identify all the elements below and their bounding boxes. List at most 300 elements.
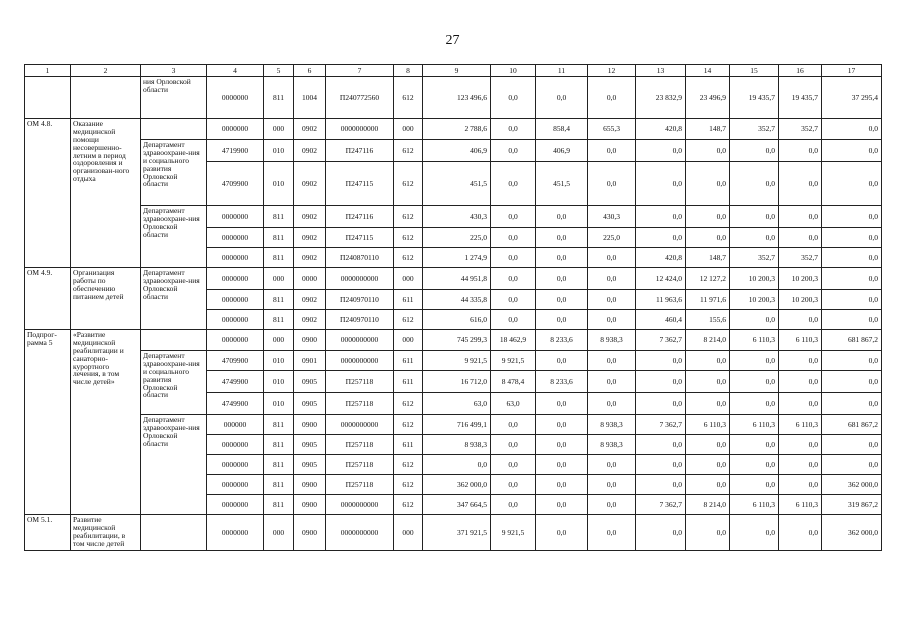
- cell: 1 274,9: [423, 248, 491, 268]
- cell: 0000000: [207, 228, 264, 248]
- cell: 6 110,3: [779, 330, 822, 351]
- cell: 225,0: [423, 228, 491, 248]
- cell: 0,0: [730, 393, 779, 415]
- cell: 0000: [294, 268, 326, 290]
- cell: 0,0: [730, 371, 779, 393]
- col-header: 13: [636, 65, 686, 77]
- cell: 4749900: [207, 393, 264, 415]
- executor: [141, 330, 207, 351]
- cell: 0,0: [491, 268, 536, 290]
- cell: 612: [394, 248, 423, 268]
- cell: П257118: [326, 455, 394, 475]
- cell: 0,0: [730, 351, 779, 371]
- executor: Департамент здравоохране-ния и социального развития Орловской области: [141, 140, 207, 206]
- cell: 0,0: [491, 248, 536, 268]
- cell: 0,0: [536, 248, 588, 268]
- cell: 63,0: [491, 393, 536, 415]
- cell: 0,0: [822, 290, 882, 310]
- cell: 811: [264, 415, 294, 435]
- cell: 0,0: [730, 206, 779, 228]
- cell: 612: [394, 140, 423, 162]
- cell: 681 867,2: [822, 415, 882, 435]
- program-name: [71, 77, 141, 119]
- cell: 0,0: [779, 435, 822, 455]
- cell: 0,0: [536, 393, 588, 415]
- cell: 0000000000: [326, 495, 394, 515]
- cell: 0,0: [779, 371, 822, 393]
- cell: 0,0: [822, 140, 882, 162]
- table-row: [25, 415, 882, 435]
- cell: 000000: [207, 415, 264, 435]
- cell: 612: [394, 415, 423, 435]
- cell: 0,0: [730, 475, 779, 495]
- executor: [141, 515, 207, 551]
- cell: 37 295,4: [822, 77, 882, 119]
- cell: 811: [264, 435, 294, 455]
- cell: 0900: [294, 415, 326, 435]
- cell: 12 127,2: [686, 268, 730, 290]
- cell: 0,0: [686, 455, 730, 475]
- cell: 0,0: [536, 475, 588, 495]
- cell: 0,0: [686, 393, 730, 415]
- cell: 0,0: [636, 455, 686, 475]
- cell: П247115: [326, 162, 394, 206]
- program-code: ОМ 5.1.: [25, 515, 71, 551]
- cell: 0000000: [207, 515, 264, 551]
- col-header: 16: [779, 65, 822, 77]
- cell: 0000000: [207, 435, 264, 455]
- cell: 0,0: [588, 248, 636, 268]
- col-header: 2: [71, 65, 141, 77]
- cell: 0000000: [207, 455, 264, 475]
- cell: 6 110,3: [779, 415, 822, 435]
- col-header: 12: [588, 65, 636, 77]
- cell: 6 110,3: [779, 495, 822, 515]
- cell: 0902: [294, 228, 326, 248]
- program-name: Организация работы по обеспечению питанием детей: [71, 268, 141, 330]
- executor: Департамент здравоохране-ния и социального развития Орловской области: [141, 351, 207, 415]
- cell: 811: [264, 310, 294, 330]
- cell: 10 200,3: [779, 268, 822, 290]
- cell: 000: [394, 268, 423, 290]
- cell: 0,0: [636, 393, 686, 415]
- cell: 0,0: [536, 228, 588, 248]
- cell: 4749900: [207, 371, 264, 393]
- cell: 0,0: [730, 515, 779, 551]
- cell: 0,0: [491, 290, 536, 310]
- cell: 347 664,5: [423, 495, 491, 515]
- cell: П247116: [326, 140, 394, 162]
- cell: 0000000: [207, 310, 264, 330]
- table-row: [25, 351, 882, 371]
- cell: 420,8: [636, 119, 686, 140]
- cell: 0,0: [636, 351, 686, 371]
- cell: 430,3: [588, 206, 636, 228]
- cell: 9 921,5: [423, 351, 491, 371]
- cell: 0,0: [536, 290, 588, 310]
- cell: 010: [264, 371, 294, 393]
- cell: 319 867,2: [822, 495, 882, 515]
- cell: 0000000: [207, 268, 264, 290]
- cell: 0,0: [588, 77, 636, 119]
- cell: 0000000000: [326, 268, 394, 290]
- cell: 0,0: [686, 140, 730, 162]
- cell: 0900: [294, 475, 326, 495]
- cell: П247115: [326, 228, 394, 248]
- cell: 0,0: [779, 455, 822, 475]
- cell: 11 963,6: [636, 290, 686, 310]
- cell: 0,0: [686, 435, 730, 455]
- cell: 10 200,3: [779, 290, 822, 310]
- cell: 0,0: [423, 455, 491, 475]
- cell: 811: [264, 77, 294, 119]
- cell: 010: [264, 351, 294, 371]
- cell: 0,0: [822, 206, 882, 228]
- col-header: 7: [326, 65, 394, 77]
- cell: 010: [264, 140, 294, 162]
- cell: 0,0: [491, 77, 536, 119]
- cell: 0,0: [536, 310, 588, 330]
- cell: 0,0: [588, 268, 636, 290]
- cell: 10 200,3: [730, 268, 779, 290]
- cell: 8 938,3: [588, 435, 636, 455]
- cell: 0,0: [686, 515, 730, 551]
- cell: 0000000: [207, 475, 264, 495]
- cell: 19 435,7: [779, 77, 822, 119]
- cell: 0000000000: [326, 515, 394, 551]
- cell: 612: [394, 228, 423, 248]
- cell: 0,0: [686, 351, 730, 371]
- cell: 8 938,3: [588, 415, 636, 435]
- cell: 0,0: [686, 228, 730, 248]
- cell: 0,0: [779, 515, 822, 551]
- cell: 10 200,3: [730, 290, 779, 310]
- cell: 0,0: [588, 310, 636, 330]
- cell: 23 496,9: [686, 77, 730, 119]
- cell: 420,8: [636, 248, 686, 268]
- cell: 148,7: [686, 119, 730, 140]
- cell: 0,0: [779, 475, 822, 495]
- cell: 0,0: [779, 162, 822, 206]
- cell: П257118: [326, 393, 394, 415]
- cell: 0,0: [686, 162, 730, 206]
- cell: 0,0: [730, 162, 779, 206]
- cell: 0,0: [536, 206, 588, 228]
- program-name: Развитие медицинской реабилитации, в том числе детей: [71, 515, 141, 551]
- executor: [141, 119, 207, 140]
- cell: 811: [264, 290, 294, 310]
- cell: 123 496,6: [423, 77, 491, 119]
- cell: 811: [264, 206, 294, 228]
- cell: 0,0: [536, 268, 588, 290]
- cell: П240772560: [326, 77, 394, 119]
- cell: 7 362,7: [636, 495, 686, 515]
- cell: 0,0: [491, 228, 536, 248]
- cell: 612: [394, 455, 423, 475]
- cell: 6 110,3: [730, 330, 779, 351]
- cell: 0902: [294, 290, 326, 310]
- cell: 611: [394, 371, 423, 393]
- col-header: 17: [822, 65, 882, 77]
- cell: 0,0: [822, 119, 882, 140]
- cell: 225,0: [588, 228, 636, 248]
- cell: П240970110: [326, 290, 394, 310]
- cell: 0,0: [536, 415, 588, 435]
- cell: 371 921,5: [423, 515, 491, 551]
- cell: 0902: [294, 248, 326, 268]
- cell: 0902: [294, 119, 326, 140]
- cell: 6 110,3: [730, 415, 779, 435]
- cell: 000: [394, 515, 423, 551]
- cell: 406,9: [536, 140, 588, 162]
- cell: 0000000: [207, 495, 264, 515]
- cell: 4709900: [207, 162, 264, 206]
- cell: 44 335,8: [423, 290, 491, 310]
- cell: 6 110,3: [686, 415, 730, 435]
- cell: 0,0: [491, 206, 536, 228]
- cell: 1004: [294, 77, 326, 119]
- cell: 0,0: [822, 310, 882, 330]
- cell: 0905: [294, 435, 326, 455]
- cell: 858,4: [536, 119, 588, 140]
- cell: 0,0: [536, 435, 588, 455]
- cell: 0,0: [491, 495, 536, 515]
- table-row: [25, 330, 882, 351]
- cell: 362 000,0: [423, 475, 491, 495]
- cell: 8 214,0: [686, 330, 730, 351]
- cell: 0,0: [822, 455, 882, 475]
- cell: 0,0: [536, 77, 588, 119]
- cell: 811: [264, 455, 294, 475]
- cell: 6 110,3: [730, 495, 779, 515]
- cell: 0,0: [636, 140, 686, 162]
- cell: 0,0: [588, 495, 636, 515]
- table-row: [25, 140, 882, 162]
- cell: 612: [394, 310, 423, 330]
- cell: 451,5: [536, 162, 588, 206]
- cell: 0,0: [822, 228, 882, 248]
- cell: 0902: [294, 162, 326, 206]
- cell: 0,0: [636, 435, 686, 455]
- cell: 8 233,6: [536, 371, 588, 393]
- cell: 9 921,5: [491, 351, 536, 371]
- cell: 0000000: [207, 206, 264, 228]
- cell: 0905: [294, 371, 326, 393]
- cell: 0,0: [636, 371, 686, 393]
- cell: 000: [264, 515, 294, 551]
- executor: Департамент здравоохране-ния Орловской области: [141, 415, 207, 515]
- table-row: [25, 206, 882, 228]
- cell: 0,0: [779, 351, 822, 371]
- cell: 4719900: [207, 140, 264, 162]
- cell: 616,0: [423, 310, 491, 330]
- cell: 0000000000: [326, 351, 394, 371]
- cell: 0900: [294, 495, 326, 515]
- cell: 0000000: [207, 119, 264, 140]
- cell: 0000000000: [326, 119, 394, 140]
- col-header: 9: [423, 65, 491, 77]
- cell: 0,0: [686, 371, 730, 393]
- cell: 0,0: [491, 310, 536, 330]
- cell: 362 000,0: [822, 475, 882, 495]
- cell: 0905: [294, 455, 326, 475]
- table-row: [25, 268, 882, 290]
- executor: ния Орловской области: [141, 77, 207, 119]
- cell: 0,0: [536, 515, 588, 551]
- cell: 612: [394, 475, 423, 495]
- cell: 0,0: [730, 435, 779, 455]
- cell: 0000000: [207, 330, 264, 351]
- cell: 0,0: [779, 206, 822, 228]
- cell: 0000000: [207, 290, 264, 310]
- cell: 0,0: [822, 393, 882, 415]
- cell: 0,0: [730, 228, 779, 248]
- cell: 460,4: [636, 310, 686, 330]
- cell: 362 000,0: [822, 515, 882, 551]
- cell: 0900: [294, 515, 326, 551]
- cell: 0000000: [207, 77, 264, 119]
- cell: 612: [394, 495, 423, 515]
- cell: 0,0: [588, 393, 636, 415]
- cell: П257118: [326, 475, 394, 495]
- cell: 0,0: [730, 455, 779, 475]
- cell: 612: [394, 206, 423, 228]
- cell: 000: [394, 330, 423, 351]
- executor: Департамент здравоохране-ния Орловской области: [141, 206, 207, 268]
- cell: 8 233,6: [536, 330, 588, 351]
- cell: 430,3: [423, 206, 491, 228]
- cell: 0,0: [730, 310, 779, 330]
- cell: 0,0: [822, 371, 882, 393]
- cell: 18 462,9: [491, 330, 536, 351]
- cell: 0,0: [491, 119, 536, 140]
- cell: 612: [394, 77, 423, 119]
- cell: 0,0: [779, 140, 822, 162]
- cell: 0,0: [588, 475, 636, 495]
- cell: 0,0: [686, 475, 730, 495]
- cell: 352,7: [779, 119, 822, 140]
- cell: 0,0: [588, 140, 636, 162]
- cell: П240970110: [326, 310, 394, 330]
- cell: 9 921,5: [491, 515, 536, 551]
- cell: 352,7: [730, 119, 779, 140]
- program-name: Оказание медицинской помощи несовершенно-летним в период оздоровления и организован-ного отдыха: [71, 119, 141, 268]
- budget-table: [24, 64, 882, 551]
- cell: П240870110: [326, 248, 394, 268]
- col-header: 5: [264, 65, 294, 77]
- cell: 0902: [294, 310, 326, 330]
- program-code: ОМ 4.9.: [25, 268, 71, 330]
- table-row: [25, 77, 882, 119]
- cell: 611: [394, 290, 423, 310]
- program-code: Подпрог-рамма 5: [25, 330, 71, 515]
- program-code: ОМ 4.8.: [25, 119, 71, 268]
- cell: 0,0: [636, 162, 686, 206]
- cell: 681 867,2: [822, 330, 882, 351]
- program-code: [25, 77, 71, 119]
- cell: 811: [264, 475, 294, 495]
- col-header: 10: [491, 65, 536, 77]
- cell: 0000000: [207, 248, 264, 268]
- cell: 11 971,6: [686, 290, 730, 310]
- col-header: 6: [294, 65, 326, 77]
- cell: 451,5: [423, 162, 491, 206]
- col-header: 3: [141, 65, 207, 77]
- cell: 0,0: [779, 228, 822, 248]
- cell: 716 499,1: [423, 415, 491, 435]
- cell: 0,0: [491, 415, 536, 435]
- cell: 406,9: [423, 140, 491, 162]
- table-row: [25, 119, 882, 140]
- cell: 0900: [294, 330, 326, 351]
- cell: 0,0: [822, 248, 882, 268]
- cell: 8 938,3: [423, 435, 491, 455]
- cell: П247116: [326, 206, 394, 228]
- cell: 000: [264, 330, 294, 351]
- cell: 12 424,0: [636, 268, 686, 290]
- executor: Департамент здравоохране-ния Орловской области: [141, 268, 207, 330]
- cell: 611: [394, 435, 423, 455]
- cell: П257118: [326, 435, 394, 455]
- cell: 0,0: [491, 435, 536, 455]
- cell: 000: [264, 119, 294, 140]
- cell: 811: [264, 228, 294, 248]
- cell: 23 832,9: [636, 77, 686, 119]
- cell: 0901: [294, 351, 326, 371]
- col-header: 4: [207, 65, 264, 77]
- table-row: [25, 515, 882, 551]
- cell: 0,0: [779, 310, 822, 330]
- cell: 0,0: [588, 371, 636, 393]
- cell: 0,0: [588, 515, 636, 551]
- cell: 0,0: [686, 206, 730, 228]
- cell: 0902: [294, 206, 326, 228]
- cell: 0,0: [491, 162, 536, 206]
- cell: 0,0: [730, 140, 779, 162]
- cell: 612: [394, 162, 423, 206]
- cell: 0,0: [536, 495, 588, 515]
- cell: 63,0: [423, 393, 491, 415]
- cell: 8 938,3: [588, 330, 636, 351]
- cell: 4709900: [207, 351, 264, 371]
- cell: 352,7: [730, 248, 779, 268]
- cell: 0,0: [636, 515, 686, 551]
- cell: 0,0: [636, 228, 686, 248]
- cell: 0,0: [588, 455, 636, 475]
- col-header: 15: [730, 65, 779, 77]
- cell: 0,0: [822, 435, 882, 455]
- cell: 811: [264, 248, 294, 268]
- cell: 0,0: [536, 351, 588, 371]
- cell: 0,0: [636, 206, 686, 228]
- cell: 0000000000: [326, 415, 394, 435]
- cell: 2 788,6: [423, 119, 491, 140]
- col-header: 14: [686, 65, 730, 77]
- cell: 0,0: [491, 455, 536, 475]
- cell: 655,3: [588, 119, 636, 140]
- col-header: 11: [536, 65, 588, 77]
- cell: 0,0: [536, 455, 588, 475]
- cell: 155,6: [686, 310, 730, 330]
- cell: 8 214,0: [686, 495, 730, 515]
- cell: 8 478,4: [491, 371, 536, 393]
- col-header: 8: [394, 65, 423, 77]
- cell: 010: [264, 393, 294, 415]
- cell: 811: [264, 495, 294, 515]
- header-row: [25, 65, 882, 77]
- cell: 19 435,7: [730, 77, 779, 119]
- program-name: «Развитие медицинской реабилитации и санаторно-курортного лечения, в том числе детей»: [71, 330, 141, 515]
